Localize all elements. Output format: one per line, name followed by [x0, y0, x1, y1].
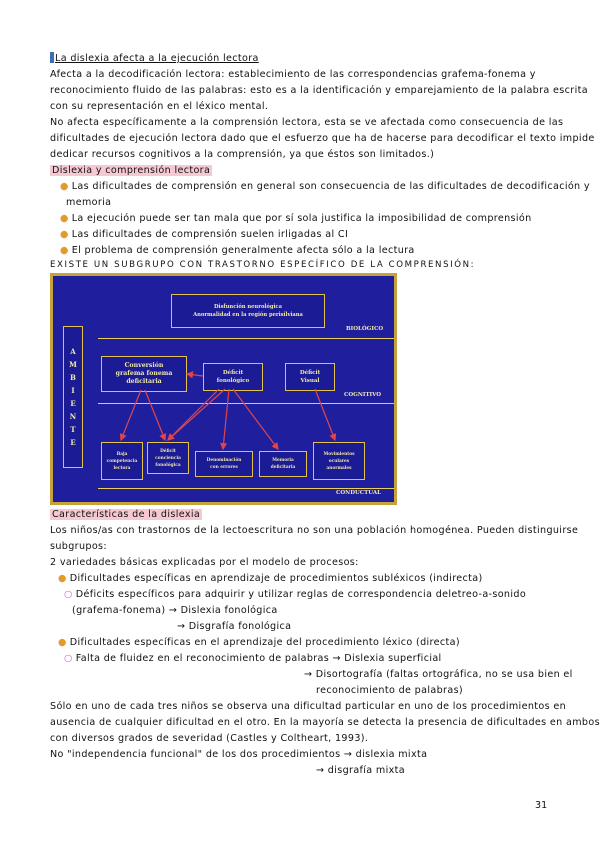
sub-list-item: ○ Déficits específicos para adquirir y utilizar reglas de correspondencia deletreo-a-sonido [64, 589, 527, 600]
denominacion-box: Denominación con errores [195, 451, 253, 477]
memoria-box: Memoria deficitaria [259, 451, 307, 477]
intro-line1: Los niños/as con trastornos de la lectoescritura no son una población homogénea. Pueden distinguirse [50, 525, 579, 536]
circle-bullet-icon: ○ [64, 589, 73, 600]
bullet-icon: ● [60, 213, 69, 224]
bullet-icon: ● [60, 245, 69, 256]
list-item: ● Las dificultades de comprensión suelen irligadas al CI [60, 229, 349, 240]
variedades-line: 2 variedades básicas explicadas por el modelo de procesos: [50, 557, 359, 568]
diagram-background [53, 276, 394, 502]
sub-list-continuation: → Disgrafía fonológica [177, 621, 292, 632]
list-item: ● Dificultades específicas en el aprendizaje del procedimiento léxico (directa) [58, 637, 460, 648]
sub-list-item: ○ Falta de fluidez en el reconocimiento de palabras → Dislexia superficial [64, 653, 442, 664]
bullet-icon: ● [60, 181, 69, 192]
deficit-visual-box: Déficit Visual [285, 363, 335, 391]
final-line3: con diversos grados de severidad (Castles y Coltheart, 1993). [50, 733, 369, 744]
label-conductual: CONDUCTUAL [336, 490, 381, 496]
movimientos-box: Movimientos oculares anormales [313, 442, 365, 480]
para1-line1: Afecta a la decodificación lectora: establecimiento de las correspondencias grafema-fonema y [50, 69, 536, 80]
para2-line1: No afecta específicamente a la comprensión lectora, esta se ve afectada como consecuencia de las [50, 117, 564, 128]
neuro-dysfunction-box: Disfunción neurológica Anormalidad en la región perisilviana [171, 294, 325, 328]
list-item: ● La ejecución puede ser tan mala que por sí sola justifica la imposibilidad de comprensión [60, 213, 532, 224]
sub-list-continuation: reconocimiento de palabras) [316, 685, 464, 696]
deficit-fonologico-box: Déficit fonológico [203, 363, 263, 391]
list-item: ● Las dificultades de comprensión en general son consecuencia de las dificultades de decodificación y [60, 181, 590, 192]
final-line1: Sólo en uno de cada tres niños se observa una dificultad particular en uno de los procedimientos en [50, 701, 567, 712]
marker-bar [50, 52, 54, 63]
section-title-comprension: Dislexia y comprensión lectora [52, 165, 211, 176]
conversion-box: Conversión grafema fonema deficitaria [101, 356, 187, 392]
bullet-icon: ● [58, 637, 67, 648]
dyslexia-model-diagram [50, 273, 397, 505]
subgroup-heading: EXISTE UN SUBGRUPO CON TRASTORNO ESPECÍFICO DE LA COMPRENSIÓN: [50, 260, 476, 270]
para2-line3: dedicar recursos cognitivos a la comprensión, ya que éstos son limitados.) [50, 149, 435, 160]
circle-bullet-icon: ○ [64, 653, 73, 664]
list-item: ● El problema de comprensión generalmente afecta sólo a la lectura [60, 245, 415, 256]
baja-competencia-box: Baja competencia lectora [101, 442, 143, 480]
page-number: 31 [535, 800, 548, 811]
list-item: ● Dificultades específicas en aprendizaje de procedimientos subléxicos (indirecta) [58, 573, 483, 584]
section-title-caracteristicas: Características de la dislexia [52, 509, 201, 520]
ambiente-box: A M B I E N T E [63, 326, 83, 468]
section-title-ejecucion: La dislexia afecta a la ejecución lectora [50, 52, 259, 65]
final-line2: ausencia de cualquier dificultad en el otro. En la mayoría se detecta la presencia de dificultades en ambos [50, 717, 600, 728]
bullet-icon: ● [58, 573, 67, 584]
diagram-arrows [53, 276, 394, 502]
label-biologico: BIOLÓGICO [346, 326, 384, 332]
intro-line2: subgrupos: [50, 541, 107, 552]
sub-list-continuation: (grafema-fonema) → Dislexia fonológica [72, 605, 278, 616]
no-independencia-line: No "independencia funcional" de los dos procedimientos → dislexia mixta [50, 749, 428, 760]
disgrafia-mixta-line: → disgrafía mixta [316, 765, 406, 776]
para1-line2: reconocimiento fluido de las palabras: esto es a la identificación y emparejamiento de la palabra escrita [50, 85, 588, 96]
bullet-icon: ● [60, 229, 69, 240]
list-item-continuation: memoria [66, 197, 112, 208]
sub-list-continuation: → Disortografía (faltas ortográfica, no se usa bien el [304, 669, 573, 680]
label-cognitivo: COGNITIVO [344, 392, 382, 398]
deficit-conciencia-box: Déficit conciencia fonológica [147, 442, 189, 474]
para2-line2: dificultades de ejecución lectora dado que el esfuerzo que ha de hacerse para decodificar el texto impide [50, 133, 595, 144]
para1-line3: con su representación en el léxico mental. [50, 101, 269, 112]
